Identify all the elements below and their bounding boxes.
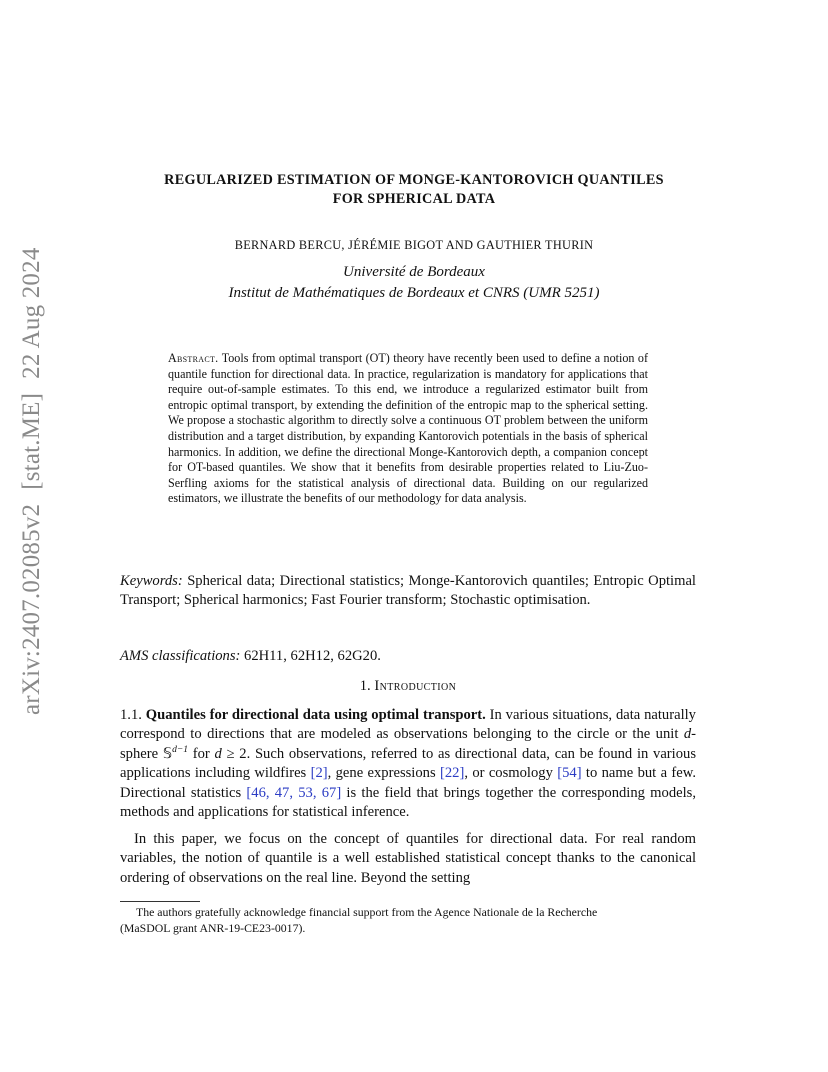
- para1-text: , gene expressions: [327, 765, 440, 782]
- subsection-number: 1.1.: [120, 707, 142, 723]
- footnote-line-2: (MaSDOL grant ANR-19-CE23-0017).: [120, 920, 306, 935]
- keywords-label: Keywords:: [120, 573, 183, 589]
- intro-paragraph-1: [120, 706, 696, 822]
- arxiv-category: [stat.ME]: [18, 392, 45, 490]
- arxiv-date: 22 Aug 2024: [18, 247, 45, 379]
- math-d: d: [214, 745, 222, 762]
- title-line-2: FOR SPHERICAL DATA: [332, 191, 496, 207]
- abstract-text: Tools from optimal transport (OT) theory have recently been used to define a notion of quantile function for directional data. In practice, regularization is mandatory for applications that require out-of-sample estimates. To this end, we introduce a regularized estimator built from entropic optimal transport, by extending the definition of the entropic map to the spherical setting. We propose a stochastic algorithm to directly solve a continuous OT problem between the uniform distribution and a target distribution, by expanding Kantorovich potentials in the basis of spherical harmonics. In addition, we define the directional Monge-Kantorovich depth, a companion concept for OT-based quantiles. We show that it benefits from desirable properties related to Liu-Zuo-Serfling axioms for the statistical analysis of directional data. Building on our regularized estimators, we illustrate the benefits of our methodology for data analysis.: [168, 351, 648, 506]
- footnote-line-1: The authors gratefully acknowledge financial support from the Agence Nationale de la Recherche: [136, 905, 598, 919]
- section-title: Introduction: [374, 678, 457, 694]
- arxiv-identifier-stamp: [18, 233, 46, 715]
- arxiv-id: arXiv:2407.02085v2: [18, 503, 45, 715]
- para1-text: -sphere 𝕊: [120, 726, 696, 762]
- para1-text: is the field that brings together the corresponding models, methods and applications for statistical inference.: [120, 784, 696, 821]
- abstract-heading: Abstract.: [168, 351, 219, 365]
- para1-text: for: [188, 745, 215, 762]
- affiliation-line-1: Université de Bordeaux: [343, 264, 485, 280]
- math-d: d: [683, 726, 692, 743]
- footnote-rule: [120, 901, 200, 902]
- section-number: 1.: [359, 678, 371, 694]
- intro-paragraph-2: In this paper, we focus on the concept of quantiles for directional data. For real random variables, the notion of quantile is a well established statistical concept thanks to the canonical ordering of observations on the real line. Beyond the setting: [120, 831, 696, 886]
- affiliation: [100, 262, 728, 304]
- para1-text: ≥ 2. Such observations, referred to as directional data, can be found in various applications including wildfires: [120, 745, 696, 782]
- para1-text: to name but a few. Directional statistics: [120, 765, 696, 801]
- author-list: BERNARD BERCU, JÉRÉMIE BIGOT AND GAUTHIER THURIN: [234, 238, 594, 252]
- keywords-text: Spherical data; Directional statistics; Monge-Kantorovich quantiles; Entropic Optimal Transport; Spherical harmonics; Fast Fourier transform; Stochastic optimisation.: [120, 573, 696, 609]
- citation-link[interactable]: [54]: [557, 765, 582, 782]
- citation-link[interactable]: [22]: [439, 765, 465, 782]
- keywords: [120, 572, 696, 611]
- citation-link[interactable]: [46, 47, 53, 67]: [246, 784, 342, 801]
- math-superscript: d−1: [172, 744, 189, 755]
- paper-title: [100, 171, 728, 209]
- footnote: [120, 905, 696, 936]
- citation-link[interactable]: [2]: [310, 765, 328, 782]
- abstract: [168, 351, 648, 507]
- para1-text: , or cosmology: [464, 765, 558, 782]
- subsection-title: Quantiles for directional data using optimal transport.: [145, 707, 486, 723]
- title-line-1: REGULARIZED ESTIMATION OF MONGE-KANTOROVICH QUANTILES: [164, 172, 664, 188]
- section-heading: [120, 678, 696, 695]
- affiliation-line-2: Institut de Mathématiques de Bordeaux et CNRS (UMR 5251): [228, 285, 600, 301]
- ams-label: AMS classifications:: [120, 648, 241, 664]
- ams-text: 62H11, 62H12, 62G20.: [244, 648, 381, 664]
- para1-text: In various situations, data naturally correspond to directions that are modeled as observations belonging to the circle or the unit: [120, 707, 696, 743]
- ams-classifications: [120, 647, 696, 666]
